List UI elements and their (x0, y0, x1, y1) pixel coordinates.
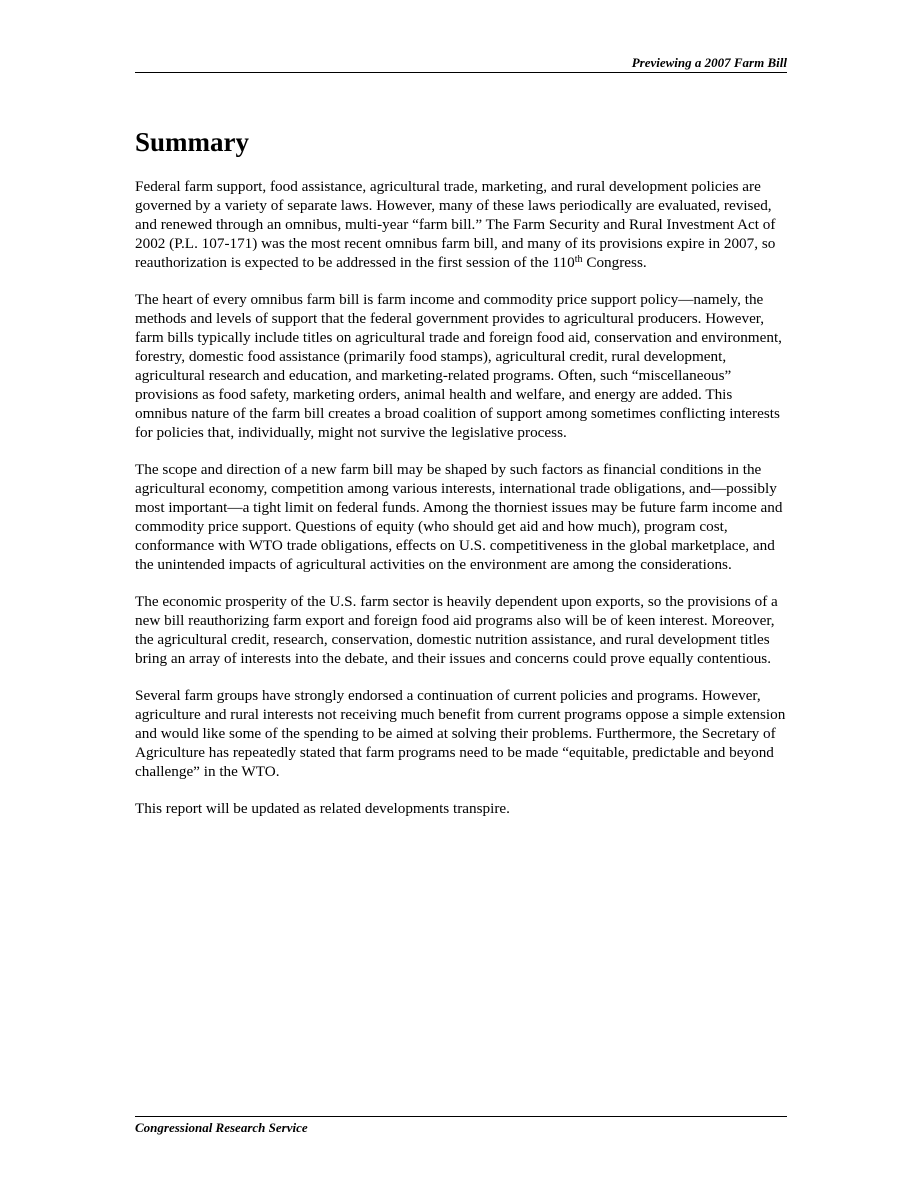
running-footer: Congressional Research Service (135, 1120, 308, 1135)
paragraph-1-text: Federal farm support, food assistance, agricultural trade, marketing, and rural development policies are governed by a variety of separate laws. However, many of these laws periodically are evaluated, revised, and renewed through an omnibus, multi-year “farm bill.” The Farm Security and Rural Investment Act of 2002 (P.L. 107-171) was the most recent omnibus farm bill, and many of its provisions expire in 2007, so reauthorization is expected to be addressed in the first session of the 110 (135, 178, 776, 271)
paragraph-4: The economic prosperity of the U.S. farm sector is heavily dependent upon exports, so the provisions of a new bill reauthorizing farm export and foreign food aid programs also will be of keen interest. Moreover, the agricultural credit, research, conservation, domestic nutrition assistance, and rural development titles bring an array of interests into the debate, and their issues and concerns could prove equally contentious. (135, 593, 778, 667)
page-title: Summary (135, 127, 249, 157)
ordinal-suffix: th (574, 254, 583, 265)
footer-divider (135, 1116, 787, 1117)
paragraph-3: The scope and direction of a new farm bill may be shaped by such factors as financial conditions in the agricultural economy, competition among various interests, international trade obligations, and—possibly most important—a tight limit on federal funds. Among the thorniest issues may be future farm income and commodity price support. Questions of equity (who should get aid and how much), program cost, conformance with WTO trade obligations, effects on U.S. competitiveness in the global marketplace, and the unintended impacts of agricultural activities on the environment are among the considerations. (135, 461, 783, 573)
paragraph-2: The heart of every omnibus farm bill is farm income and commodity price support policy—namely, the methods and levels of support that the federal government provides to agricultural producers. However, farm bills typically include titles on agricultural trade and foreign food aid, conservation and environment, forestry, domestic food assistance (primarily food stamps), agricultural credit, rural development, agricultural research and education, and marketing-related programs. Often, such “miscellaneous” provisions as food safety, marketing orders, animal health and welfare, and energy are added. This omnibus nature of the farm bill creates a broad coalition of support among sometimes conflicting interests for policies that, individually, might not survive the legislative process. (135, 291, 782, 441)
paragraph-5: Several farm groups have strongly endorsed a continuation of current policies and programs. However, agriculture and rural interests not receiving much benefit from current programs oppose a simple extension and would like some of the spending to be aimed at solving their problems. Furthermore, the Secretary of Agriculture has repeatedly stated that farm programs need to be made “equitable, predictable and beyond challenge” in the WTO. (135, 687, 786, 780)
summary-body (135, 177, 787, 836)
paragraph-1-end: Congress. (582, 254, 647, 271)
running-header: Previewing a 2007 Farm Bill (135, 56, 787, 73)
paragraph-6: This report will be updated as related developments transpire. (135, 800, 510, 817)
paragraph-1 (135, 177, 787, 272)
